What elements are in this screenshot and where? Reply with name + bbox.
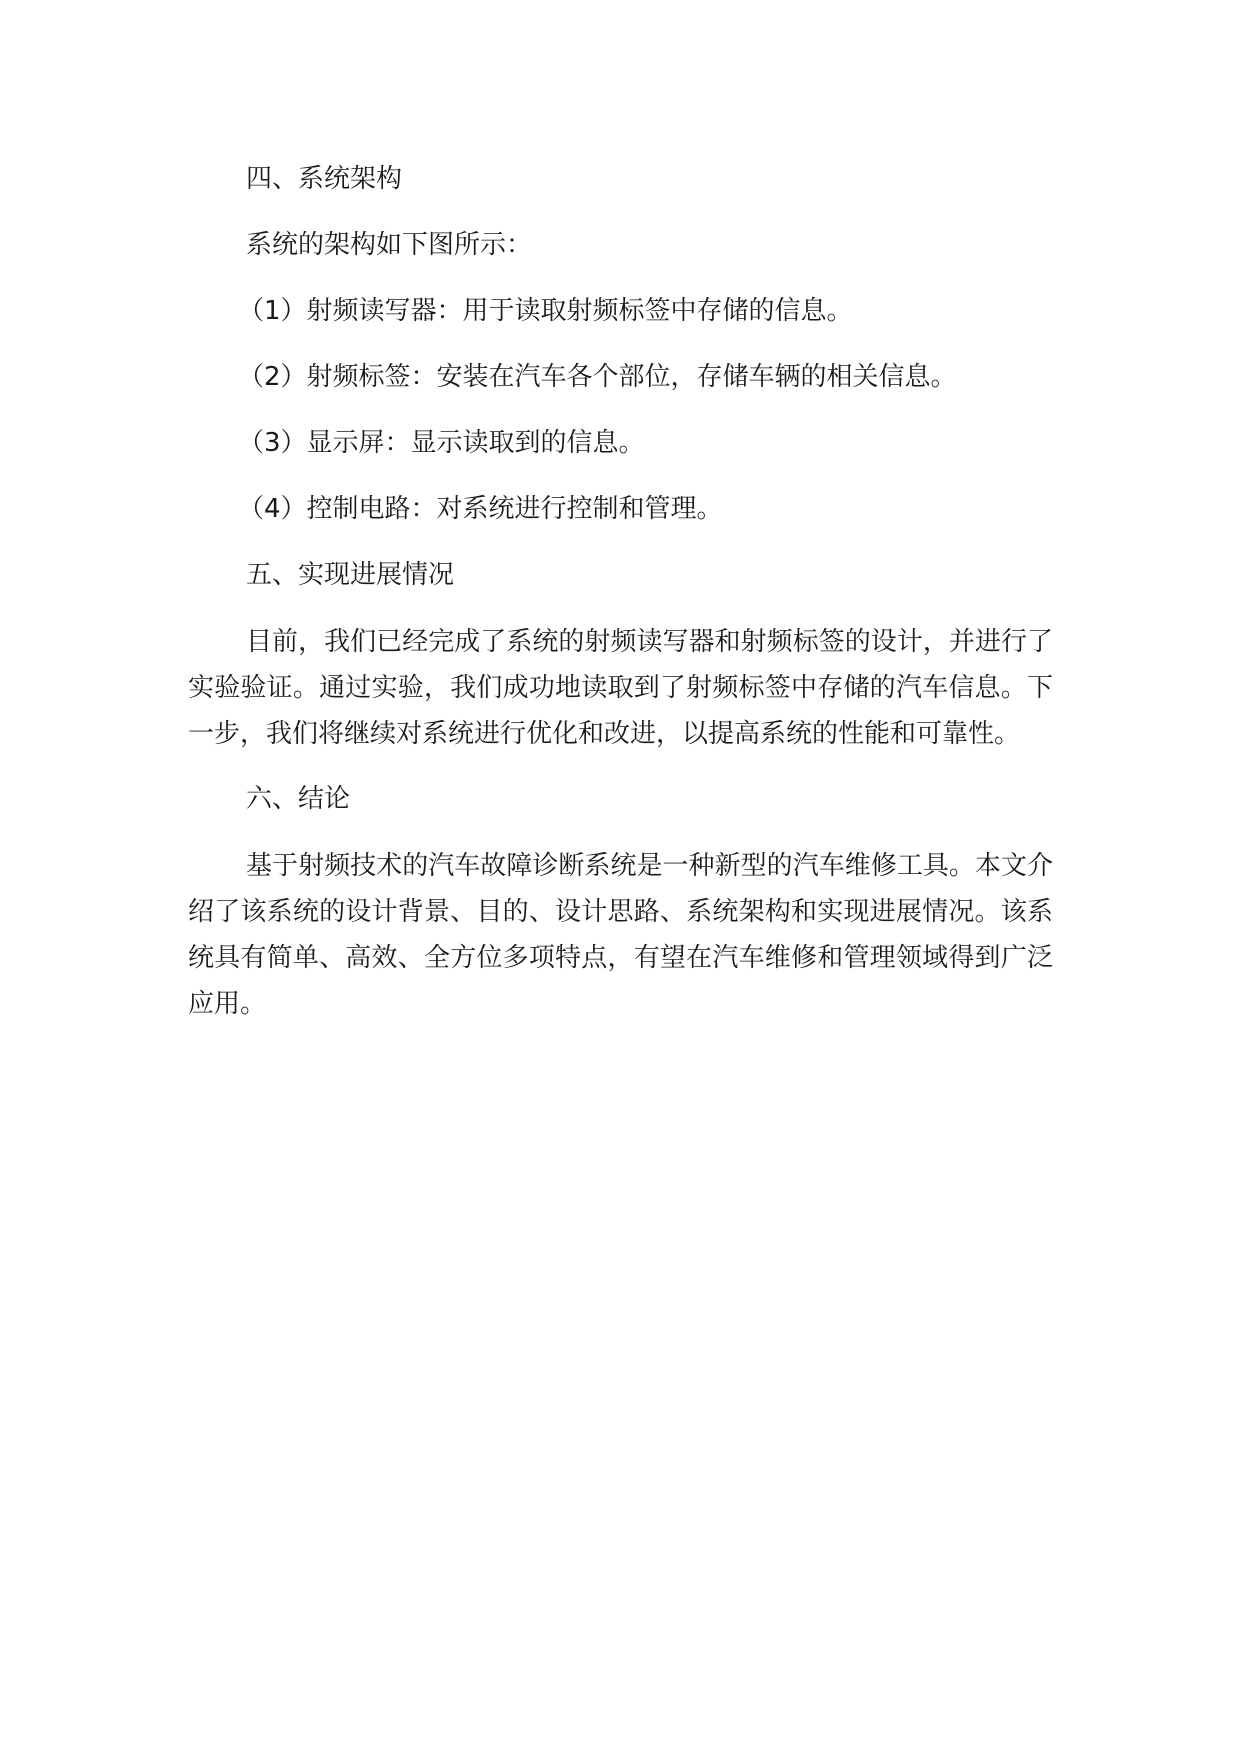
section-4-heading: 四、系统架构	[246, 164, 403, 194]
document-page	[188, 157, 1053, 1027]
section-6-heading: 六、结论	[246, 784, 351, 814]
list-item-2: （2）射频标签：安装在汽车各个部位，存储车辆的相关信息。	[238, 362, 957, 392]
list-item-3: （3）显示屏：显示读取到的信息。	[238, 428, 645, 458]
section-5-paragraph: 目前，我们已经完成了系统的射频读写器和射频标签的设计，并进行了实验验证。通过实验，我们成功地读取到了射频标签中存储的汽车信息。下一步，我们将继续对系统进行优化和改进，以提高系统的性能和可靠性。	[188, 627, 1053, 749]
list-item-4: （4）控制电路：对系统进行控制和管理。	[238, 494, 723, 524]
list-item-1: （1）射频读写器：用于读取射频标签中存储的信息。	[238, 296, 853, 326]
section-4-intro: 系统的架构如下图所示：	[246, 230, 533, 260]
section-6-paragraph: 基于射频技术的汽车故障诊断系统是一种新型的汽车维修工具。本文介绍了该系统的设计背景、目的、设计思路、系统架构和实现进展情况。该系统具有简单、高效、全方位多项特点，有望在汽车维修和管理领域得到广泛应用。	[188, 851, 1053, 1019]
section-5-heading: 五、实现进展情况	[246, 560, 455, 590]
